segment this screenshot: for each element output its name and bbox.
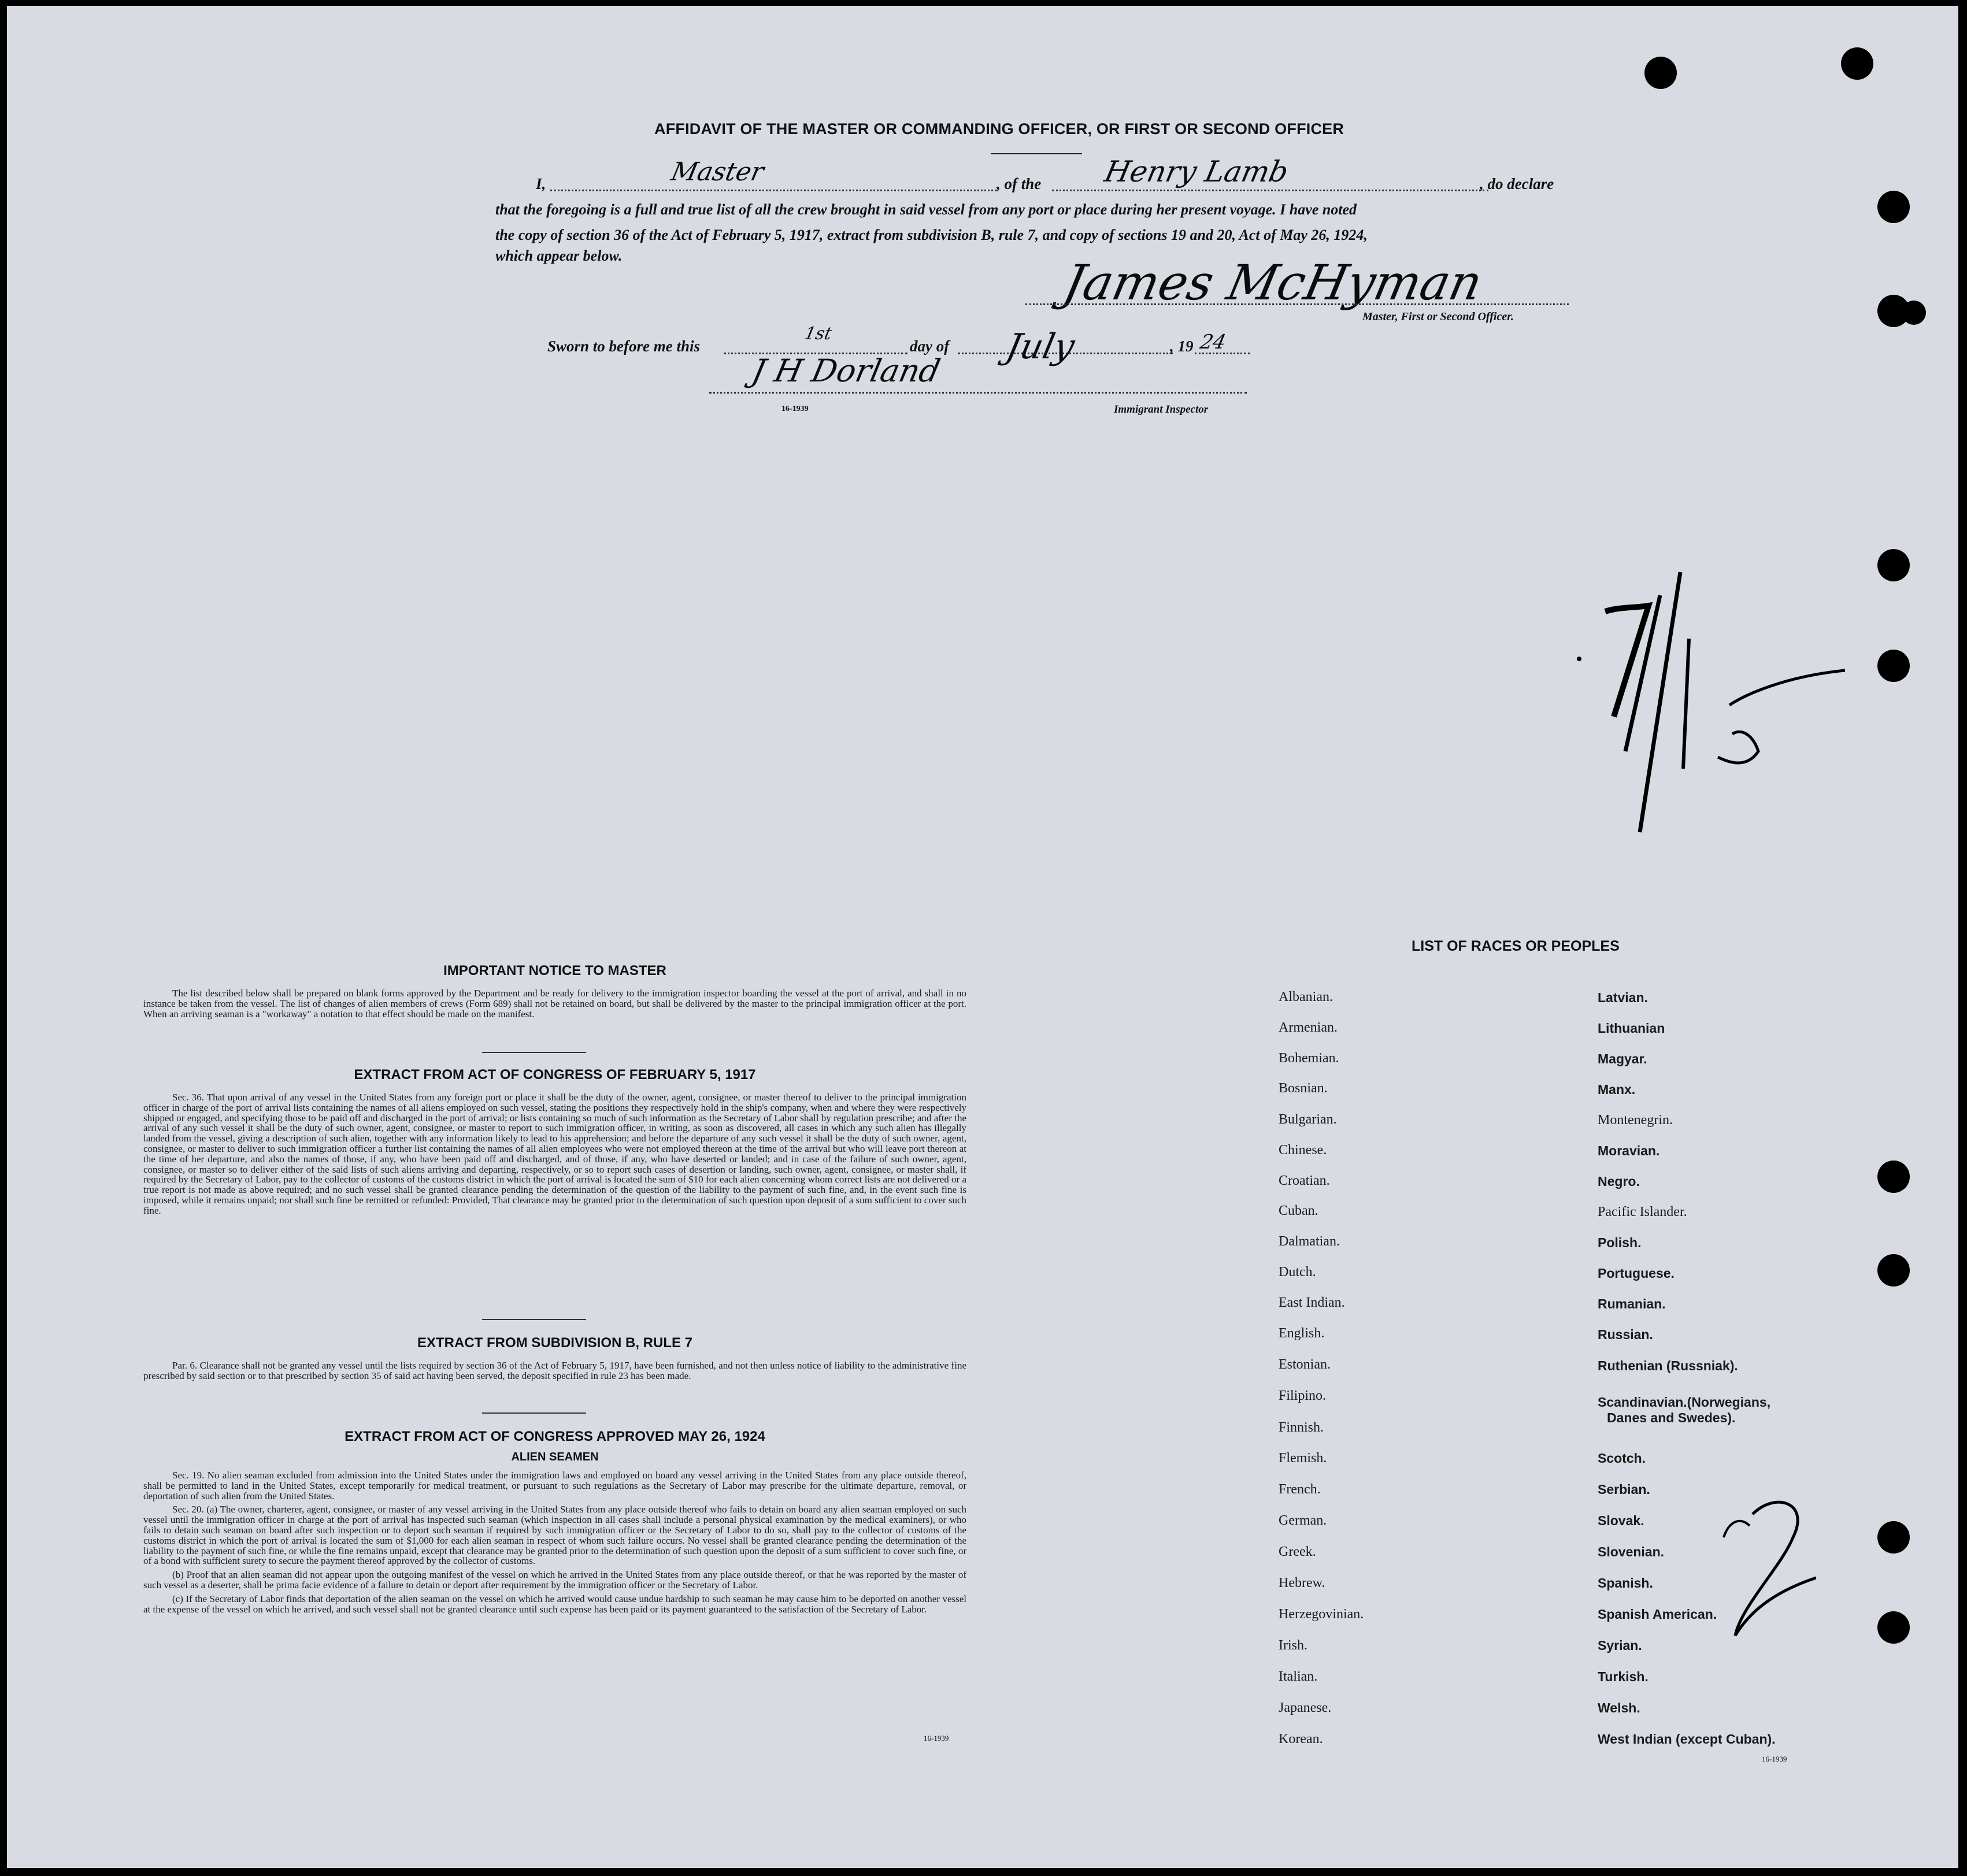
divider <box>482 1319 586 1320</box>
affidavit-body-line-3: which appear below. <box>495 247 623 264</box>
races-title: LIST OF RACES OR PEOPLES <box>1412 938 1620 954</box>
race-left: Albanian. <box>1279 989 1333 1004</box>
races-form-number: 16-1939 <box>1762 1755 1787 1763</box>
race-right: Portuguese. <box>1598 1266 1675 1281</box>
year-blank <box>1195 353 1250 354</box>
extract2-body <box>143 1360 966 1381</box>
race-right: Spanish. <box>1598 1575 1653 1590</box>
race-right: Scotch. <box>1598 1451 1646 1466</box>
race-right: Latvian. <box>1598 990 1648 1005</box>
affidavit-title: AFFIDAVIT OF THE MASTER OR COMMANDING OFFICER, OR FIRST OR SECOND OFFICER <box>654 120 1344 138</box>
race-right: Syrian. <box>1598 1638 1642 1653</box>
officer-handwritten: Master <box>668 157 767 187</box>
race-right: Ruthenian (Russniak). <box>1598 1358 1738 1373</box>
race-left: Estonian. <box>1279 1357 1331 1372</box>
race-left: Bohemian. <box>1279 1051 1339 1066</box>
affidavit-body-line-1: that the foregoing is a full and true list of all the crew brought in said vessel from any port or place during her present voyage. I have noted <box>495 201 1357 218</box>
punch-hole <box>1841 47 1873 80</box>
sec19-paragraph: Sec. 19. No alien seaman excluded from admission into the United States under the immigration laws and employed on board any vessel arriving in the United States from any place outside thereof, shall be permitted to land in the United States, except temporarily for medical treatment, or pursuant to such regulations as the Secretary of Labor may prescribe for the ultimate departure, removal, or deportation of such alien from the United States. <box>143 1470 966 1501</box>
race-left: Finnish. <box>1279 1420 1324 1435</box>
vessel-handwritten: Henry Lamb <box>1101 155 1292 188</box>
inspector-caption: Immigrant Inspector <box>1114 403 1209 416</box>
race-left: Herzegovinian. <box>1279 1607 1364 1622</box>
race-right: Pacific Islander. <box>1598 1204 1687 1219</box>
master-signature: James McHyman <box>1058 254 1487 311</box>
notice-paragraph: The list described below shall be prepared on blank forms approved by the Department and be ready for delivery to the immigration inspector boarding the vessel at the port of arrival, and shall in no instance be taken from the vessel. The list of changes of alien members of crews (Form 689) shall not be retained on board, but shall be delivered by the master to the principal immigration officer at the port. When an arriving seaman is a "workaway" a notation to that effect should be made on the manifest. <box>143 988 966 1019</box>
race-left: Japanese. <box>1279 1700 1332 1715</box>
race-left: Dutch. <box>1279 1265 1316 1280</box>
title-underline <box>991 153 1082 154</box>
punch-hole <box>1644 57 1677 89</box>
extract3-subtitle: ALIEN SEAMEN <box>511 1451 599 1463</box>
notice-body <box>143 988 966 1019</box>
extract2-paragraph: Par. 6. Clearance shall not be granted any vessel until the lists required by section 36 of the Act of February 5, 1917, have been furnished, and not then unless notice of liability to the administrative fine prescribed by said section or to that prescribed by section 35 of said act having been served, the deposit specified in rule 23 has been made. <box>143 1360 966 1381</box>
punch-hole <box>1877 1161 1910 1193</box>
race-right: Lithuanian <box>1598 1021 1665 1036</box>
race-left: Hebrew. <box>1279 1575 1325 1590</box>
race-left: German. <box>1279 1513 1327 1528</box>
notice-form-number: 16-1939 <box>924 1734 949 1742</box>
race-left: Greek. <box>1279 1544 1316 1559</box>
signature-line <box>1025 303 1569 305</box>
race-left: Chinese. <box>1279 1143 1327 1158</box>
race-right: Serbian. <box>1598 1482 1650 1497</box>
race-left: French. <box>1279 1482 1321 1497</box>
race-left: East Indian. <box>1279 1295 1345 1310</box>
line1-of: , of the <box>997 175 1042 192</box>
sec20a-paragraph: Sec. 20. (a) The owner, charterer, agent, consignee, or master of any vessel arriving in the United States from any place outside thereof who fails to detain on board any alien seaman employed on such vessel until the immigration officer in charge at the port of arrival has inspected such seaman (which inspection in all cases shall include a personal physical examination by the medical examiners), or who fails to detain such seaman on board after such inspection or to deport such seaman if required by such immigration officer or the Secretary of Labor to do so, shall pay to the collector of customs of the customs district in which the port of arrival is located the sum of $1,000 for each alien seaman in respect of whom such failure occurs. No vessel shall be granted clearance pending the determination of the liability to the payment of such fine, or while the fine remains unpaid, except that clearance may be granted prior to the determination of such question upon the deposit of a sum sufficient to cover such fine, or of a bond with sufficient surety to secure the payment thereof approved by the collector of customs. <box>143 1504 966 1567</box>
race-right: Negro. <box>1598 1174 1640 1189</box>
race-right: Danes and Swedes). <box>1607 1410 1736 1425</box>
sec20c-paragraph: (c) If the Secretary of Labor finds that deportation of the alien seaman on the vessel on which he arrived would cause undue hardship to such seaman he may cause him to be deported on another vessel at the expense of the vessel on which he arrived, and such vessel shall not be granted clearance until such expense has been paid or its payment guaranteed to the satisfaction of the Secretary of Labor. <box>143 1593 966 1615</box>
punch-hole <box>1877 1611 1910 1644</box>
document-page <box>7 6 1958 1868</box>
race-right: Spanish American. <box>1598 1607 1717 1622</box>
race-right: Turkish. <box>1598 1669 1649 1684</box>
race-right: Scandinavian.(Norwegians, <box>1598 1395 1771 1410</box>
extract1-paragraph: Sec. 36. That upon arrival of any vessel in the United States from any foreign port or place it shall be the duty of the owner, agent, consignee, or master thereof to deliver to the principal immigration officer in charge of the port of arrival lists containing the names of all aliens employed on such vessel, stating the positions they respectively hold in the ship's company, when and where they were respectively shipped or engaged, and specifying those to be paid off and discharged in the port of arrival; or lists containing so much of such information as the Secretary of Labor shall by regulation prescribe; and after the arrival of any such vessel it shall be the duty of such owner, agent, consignee, or master to report to such immigration officer, in writing, as soon as discovered, all cases in which any such alien has illegally landed from the vessel, giving a description of such alien, together with any information likely to lead to his apprehension; and before the departure of any such vessel it shall be the duty of such owner, agent, consignee, or master to deliver to such immigration officer a further list containing the names of all alien employees who were not employed thereon at the time of the arrival but who will leave port thereon at the time of her departure, and also the names of those, if any, who have been paid off and discharged, and of those, if any, who have deserted or landed; and in case of the failure of such owner, agent, consignee, or master so to deliver either of the said lists of such aliens arriving and departing, respectively, or so to report such cases of desertion or landing, such owner, agent, consignee, or master shall, if required by the Secretary of Labor, pay to the collector of customs of the customs district in which the port of arrival is located the sum of $10 for each alien concerning whom correct lists are not delivered or a true report is not made as above required; and no such vessel shall be granted clearance pending the determination of the question of the liability to the payment of such fine, and, in the event such fine is imposed, while it remains unpaid; nor shall such fine be remitted or refunded: Provided, That clearance may be granted prior to the determination of such question upon deposit of a sum sufficient to cover such fine. <box>143 1092 966 1216</box>
punch-hole <box>1877 1254 1910 1286</box>
race-left: Bulgarian. <box>1279 1112 1337 1127</box>
race-right: Polish. <box>1598 1235 1642 1250</box>
race-left: Dalmatian. <box>1279 1234 1340 1249</box>
divider <box>482 1052 586 1053</box>
race-left: Filipino. <box>1279 1388 1327 1403</box>
sworn-label: Sworn to before me this <box>547 338 701 355</box>
race-left: Irish. <box>1279 1638 1307 1653</box>
punch-hole <box>1877 1521 1910 1554</box>
race-right: Slovenian. <box>1598 1544 1665 1559</box>
race-right: Slovak. <box>1598 1513 1644 1528</box>
race-right: West Indian (except Cuban). <box>1598 1732 1776 1747</box>
punch-hole <box>1877 650 1910 682</box>
extract2-title: EXTRACT FROM SUBDIVISION B, RULE 7 <box>417 1335 693 1351</box>
race-left: English. <box>1279 1326 1325 1341</box>
race-left: Cuban. <box>1279 1203 1318 1218</box>
extract3-body <box>143 1470 966 1614</box>
race-right: Montenegrin. <box>1598 1113 1673 1128</box>
race-right: Manx. <box>1598 1082 1636 1097</box>
extract1-body <box>143 1092 966 1216</box>
divider <box>482 1412 586 1414</box>
sec20b-paragraph: (b) Proof that an alien seaman did not appear upon the outgoing manifest of the vessel on which he arrived in the United States from any place outside thereof, or that he was reported by the master of such vessel as a deserter, shall be prima facie evidence of a failure to detain or deport after requirement by the immigration officer or the Secretary of Labor. <box>143 1569 966 1590</box>
punch-hole <box>1902 301 1926 325</box>
extract3-title: EXTRACT FROM ACT OF CONGRESS APPROVED MAY 26, 1924 <box>344 1429 765 1444</box>
inspector-signature: J H Dorland <box>749 353 944 389</box>
race-left: Italian. <box>1279 1669 1318 1684</box>
signature-caption: Master, First or Second Officer. <box>1362 310 1514 323</box>
race-left: Armenian. <box>1279 1020 1338 1035</box>
race-right: Magyar. <box>1598 1051 1647 1066</box>
race-right: Moravian. <box>1598 1143 1660 1158</box>
race-left: Bosnian. <box>1279 1081 1328 1096</box>
punch-hole <box>1877 549 1910 581</box>
day-label: day of <box>910 338 950 355</box>
line1-suffix: , do declare <box>1480 175 1554 192</box>
race-right: Welsh. <box>1598 1700 1640 1715</box>
race-left: Croatian. <box>1279 1173 1330 1188</box>
month-handwritten: July <box>1002 327 1079 367</box>
race-left: Korean. <box>1279 1732 1323 1747</box>
day-handwritten: 1st <box>802 324 834 344</box>
race-right: Rumanian. <box>1598 1296 1666 1311</box>
vessel-blank <box>1052 190 1488 191</box>
punch-hole <box>1877 191 1910 223</box>
officer-blank <box>550 190 997 191</box>
year-handwritten: 24 <box>1198 331 1228 354</box>
inspector-line <box>709 392 1247 394</box>
notice-title: IMPORTANT NOTICE TO MASTER <box>443 963 666 978</box>
year-label: , 19 <box>1170 338 1194 355</box>
form-number: 16-1939 <box>781 405 809 413</box>
handwritten-mark-2 <box>1718 1491 1816 1653</box>
race-right: Russian. <box>1598 1327 1653 1342</box>
line1-prefix: I, <box>536 175 546 192</box>
race-left: Flemish. <box>1279 1451 1327 1466</box>
handwritten-mark-7-5 <box>1487 561 1857 873</box>
affidavit-body-line-2: the copy of section 36 of the Act of February 5, 1917, extract from subdivision B, rule 7, and copy of sections 19 and 20, Act of May 26, 1924, <box>495 227 1368 243</box>
extract1-title: EXTRACT FROM ACT OF CONGRESS OF FEBRUARY 5, 1917 <box>354 1067 756 1082</box>
